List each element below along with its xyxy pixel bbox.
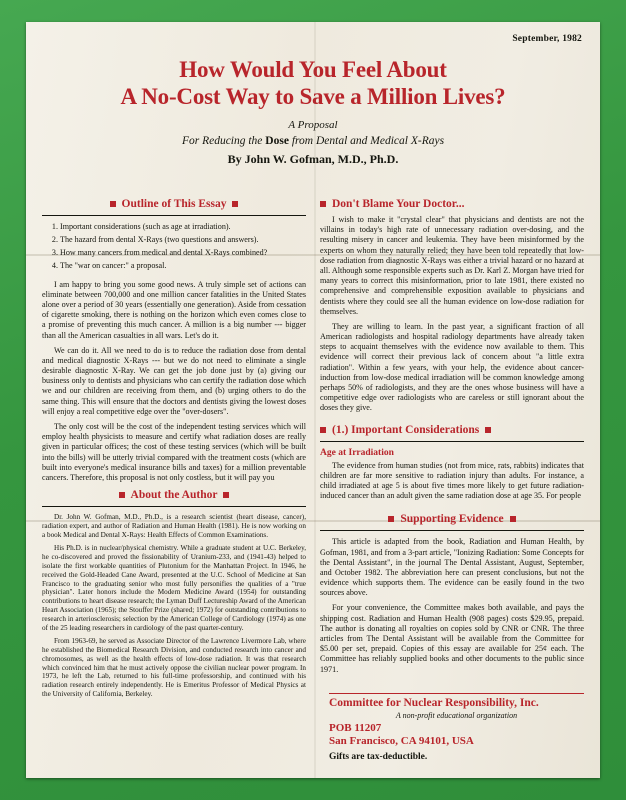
outline-divider bbox=[42, 215, 306, 216]
outline-list bbox=[42, 222, 306, 272]
square-bullet-icon bbox=[223, 492, 229, 498]
left-paragraph: The only cost will be the cost of the independent testing services which will employ health physicists to measure and certify what radiation doses are really given in particular offices; the cost of these testing services (which will be built into the bills) will be utterly trivial compared with the treatment costs (which are built into everyone's medical insurance bills and taxes) for a million preventable cancers. Therefore, this proposal is not only costless, but it will pay you bbox=[42, 422, 306, 482]
author-heading bbox=[42, 489, 306, 501]
author-paragraph: Dr. John W. Gofman, M.D., Ph.D., is a research scientist (heart disease, cancer), radiation expert, and author of Radiation and Human Health (1981). He is now working on a book Medical and Dental X-Rays: Health Effects of Common Examinations. bbox=[42, 513, 306, 539]
list-item: 3. How many cancers from medical and dental X-Rays combined? bbox=[60, 248, 302, 259]
supporting-evidence-divider bbox=[320, 530, 584, 531]
right-paragraph: This article is adapted from the book, Radiation and Human Health, by Gofman, 1981, and from a 3-part article, "Ionizing Radiation: Some Concepts for the Dental Assistant", in the journal The Dental Assistant, August, September, and October 1982. The abbreviation here can present conclusions, but not the evidence which supports them. The evidence can be easily found in the two sources above. bbox=[320, 537, 584, 598]
subtitle-emphasis: Dose bbox=[265, 135, 289, 148]
considerations-heading bbox=[320, 424, 584, 436]
right-column bbox=[320, 198, 584, 704]
organization-name: Committee for Nuclear Responsibility, Inc. bbox=[329, 696, 539, 709]
considerations-divider bbox=[320, 441, 584, 442]
square-bullet-icon bbox=[320, 427, 326, 433]
square-bullet-icon bbox=[510, 516, 516, 522]
square-bullet-icon bbox=[485, 427, 491, 433]
footer-divider bbox=[329, 693, 584, 694]
document-paper bbox=[26, 22, 600, 778]
supporting-evidence-heading-label: Supporting Evidence bbox=[400, 513, 504, 526]
author-heading-label: About the Author bbox=[130, 489, 218, 502]
author-paragraph: His Ph.D. is in nuclear/physical chemistry. While a graduate student at U.C. Berkeley, he co-discovered and proved the fissionability of Uranium-233, and (1941-43) helped to isolate the first workable quantities of Plutonium for the Manhattan Project. In 1946, he received the Gold-Headed Cane Award, presented at the U.C. School of Medicine at San Francisco to the graduating senior who most fully personifies the qualities of a "true physician". Later honors include the Modern Medicine Award (1954) for outstanding contributions to heart disease research; the Lyman Duff Lectureship Award of the American Heart Association (1965); the Stouffer Prize (shared; 1972) for outstanding contributions to research in arteriosclerosis; selection by the American College of Cardiology (1974) as one of the 25 leading researchers in cardiology of the past quarter-century. bbox=[42, 544, 306, 632]
po-box: POB 11207 bbox=[329, 722, 382, 735]
dont-blame-heading-label: Don't Blame Your Doctor... bbox=[332, 198, 465, 210]
list-item: 1. Important considerations (such as age at irradiation). bbox=[60, 222, 302, 233]
city-state-zip: San Francisco, CA 94101, USA bbox=[329, 735, 474, 748]
organization-tagline: A non-profit educational organization bbox=[395, 711, 518, 721]
right-paragraph: The evidence from human studies (not from mice, rats, rabbits) indicates that children are far more sensitive to radiation injury than adults. For instance, a child irradiated at age 5 is about five times more likely to get future radiation-induced cancer than an adult given the same radiation dose at age 35. For people bbox=[320, 460, 584, 501]
left-column bbox=[42, 198, 306, 704]
footer-block bbox=[329, 689, 584, 762]
byline: By John W. Gofman, M.D., Ph.D. bbox=[227, 152, 399, 167]
outline-heading-label: Outline of This Essay bbox=[121, 198, 227, 210]
tax-deductible-note: Gifts are tax-deductible. bbox=[329, 752, 428, 762]
left-paragraph: I am happy to bring you some good news. A truly simple set of actions can eliminate between 700,000 and one million cancer fatalities in the United States alone over a period of 30 years (essentially one generation). Aside from cessation of cigarette smoking, there is nothing on the horizon which even comes close to a promise of preventing this much cancer. A million is a big number --- bigger than all the American casualties in all wars. Let's do it. bbox=[42, 279, 306, 340]
supporting-evidence-heading bbox=[320, 513, 584, 525]
list-item: 4. The "war on cancer:" a proposal. bbox=[60, 261, 302, 272]
subtitle-pre: For Reducing the bbox=[181, 135, 266, 148]
headline-line-2: A No-Cost Way to Save a Million Lives? bbox=[120, 84, 506, 110]
list-item: 2. The hazard from dental X-Rays (two questions and answers). bbox=[60, 235, 302, 246]
author-paragraph: From 1963-69, he served as Associate Director of the Lawrence Livermore Lab, where he established the Biomedical Research Division, and conducted research into cancer and chromosomes, as well as the health effects of low-dose radiation. It was that research which convinced him that he must actively oppose the civilian nuclear power program. In 1973, he left the Lab, returned to his full-time professorship, and continued with his radiation research entirely independently. He is Emeritus Professor of Medical Physics at the University of California, Berkeley. bbox=[42, 637, 306, 698]
square-bullet-icon bbox=[388, 516, 394, 522]
subtitle-post: from Dental and Medical X-Rays bbox=[288, 135, 445, 148]
headline bbox=[52, 56, 574, 110]
square-bullet-icon bbox=[110, 201, 116, 207]
square-bullet-icon bbox=[320, 201, 326, 207]
right-paragraph: They are willing to learn. In the past year, a significant fraction of all American radiologists and hospital radiology departments have already taken steps to acquaint themselves with the evidence now available to them. This evidence will correct their previous lack of concern about "a little extra radiation". Within a few years, with your help, the evidence about cancer-induction from low-dose medical irradiation will be common knowledge among perhaps 50% of radiologists, and they are the ones whose business will have a competitive edge over radiologists who are careless or still ignorant about the doses they give. bbox=[320, 321, 584, 413]
issue-date: September, 1982 bbox=[512, 34, 582, 44]
right-paragraph: I wish to make it "crystal clear" that physicians and dentists are not the villains in today's high rate of unnecessary radiation over-dosing, and the resulting misery in cancer and leukemia. They have been misinformed by the experts on whom they naturally relied; they have been told repeatedly that low-dose radiation from diagnostic X-Rays was either a trivial hazard or no hazard at all. Although some responsible experts such as Dr. Karl Z. Morgan have tried for many years to correct this misinformation, prior to late 1981, there existed no comprehensive and comprehensible exposition available to physicians and dentists where they could see all the human evidence on low-dose radiation for themselves. bbox=[320, 215, 584, 316]
author-divider bbox=[42, 506, 306, 507]
square-bullet-icon bbox=[232, 201, 238, 207]
considerations-heading-label: (1.) Important Considerations bbox=[332, 423, 480, 436]
dont-blame-heading bbox=[320, 198, 584, 210]
subtitle bbox=[26, 135, 600, 147]
age-at-irradiation-subhead: Age at Irradiation bbox=[320, 447, 394, 458]
two-column-body bbox=[42, 198, 584, 704]
right-paragraph: For your convenience, the Committee makes both available, and pays the shipping cost. Radiation and Human Health (908 pages) costs $29.95, prepaid. The author is donating all royalties on copies sold by CNR or CNR. The three articles from The Dental Assistant will be available from the Committee for $5.00 per set, prepaid. Copies of this essay are available for 25¢ each. The Committee has reliably supplied books and other documents to the public since 1971. bbox=[320, 603, 584, 674]
headline-line-1: How Would You Feel About bbox=[179, 57, 447, 82]
outline-heading bbox=[42, 198, 306, 210]
about-the-author-box bbox=[42, 489, 306, 699]
left-paragraph: We can do it. All we need to do is to reduce the radiation dose from dental and medical diagnostic X-Rays --- but we do not need to eliminate a single desirable diagnostic X-Ray. We can get the job done just by (a) giving our business only to dentists and physicians who can certify the radiation dose which we and our children are receiving from them, and (b) urging others to do the same thing. This will ensure that the doctors and dentists giving the lowest doses will enjoy a real competitive edge over the "over-dosers". bbox=[42, 345, 306, 416]
square-bullet-icon bbox=[119, 492, 125, 498]
proposal-label: A Proposal bbox=[288, 119, 338, 132]
